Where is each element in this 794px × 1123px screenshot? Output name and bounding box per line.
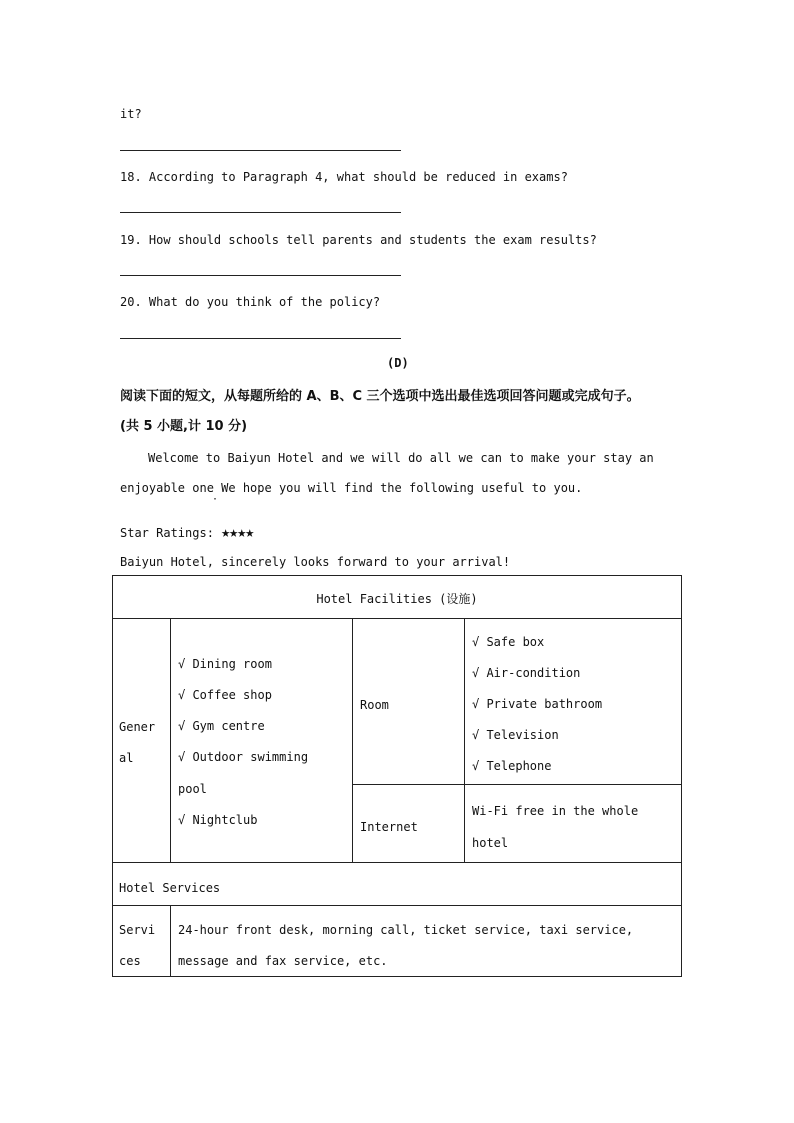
table-rule <box>113 618 681 619</box>
services-label-1: Servi <box>119 923 156 937</box>
previous-question-tail: it? <box>120 107 142 121</box>
internet-value-1: Wi-Fi free in the whole <box>472 804 639 818</box>
star-rating-row <box>120 523 253 541</box>
room-item: √ Private bathroom <box>472 697 603 711</box>
question-20: 20. What do you think of the policy? <box>120 295 381 309</box>
general-label-2: al <box>119 751 134 765</box>
stray-dot: · <box>212 494 219 505</box>
internet-label: Internet <box>360 820 418 834</box>
answer-line <box>120 275 401 276</box>
general-item: √ Dining room <box>178 657 272 671</box>
room-item: √ Air-condition <box>472 666 581 680</box>
table-rule <box>352 618 353 862</box>
services-header: Hotel Services <box>119 881 221 895</box>
table-rule <box>170 618 171 862</box>
question-19: 19. How should schools tell parents and students the exam results? <box>120 233 597 247</box>
instruction-line-1: 阅读下面的短文，从每题所给的 A、B、C 三个选项中选出最佳选项回答问题或完成句子。 <box>120 389 640 404</box>
internet-value-2: hotel <box>472 836 509 850</box>
table-rule <box>464 618 465 862</box>
table-rule <box>113 905 681 906</box>
services-value-2: message and fax service, etc. <box>178 954 388 968</box>
room-item: √ Telephone <box>472 759 552 773</box>
star-rating-icon: ★★★★ <box>221 523 254 541</box>
table-rule <box>113 862 681 863</box>
general-item: √ Outdoor swimming <box>178 750 309 764</box>
answer-line <box>120 338 401 339</box>
table-rule <box>170 905 171 977</box>
table-rule <box>353 784 681 785</box>
section-label: (D) <box>387 356 409 370</box>
passage-line-2: enjoyable one We hope you will find the following useful to you. <box>120 481 583 495</box>
general-item: √ Gym centre <box>178 719 265 733</box>
star-rating-label: Star Ratings: <box>120 526 214 540</box>
general-label-1: Gener <box>119 720 156 734</box>
room-item: √ Television <box>472 728 559 742</box>
answer-line <box>120 212 401 213</box>
answer-line <box>120 150 401 151</box>
general-item: √ Nightclub <box>178 813 258 827</box>
passage-line-1: Welcome to Baiyun Hotel and we will do all we can to make your stay an <box>148 451 654 465</box>
general-item: √ Coffee shop <box>178 688 272 702</box>
services-value-1: 24-hour front desk, morning call, ticket service, taxi service, <box>178 923 634 937</box>
facilities-header: Hotel Facilities (设施) <box>316 592 478 606</box>
room-label: Room <box>360 698 389 712</box>
hotel-facilities-table <box>112 575 682 977</box>
instruction-line-2: (共 5 小题,计 10 分) <box>120 419 248 434</box>
services-label-2: ces <box>119 954 141 968</box>
closing-line: Baiyun Hotel, sincerely looks forward to your arrival! <box>120 555 511 569</box>
question-18: 18. According to Paragraph 4, what should be reduced in exams? <box>120 170 568 184</box>
room-item: √ Safe box <box>472 635 545 649</box>
general-item: pool <box>178 782 207 796</box>
